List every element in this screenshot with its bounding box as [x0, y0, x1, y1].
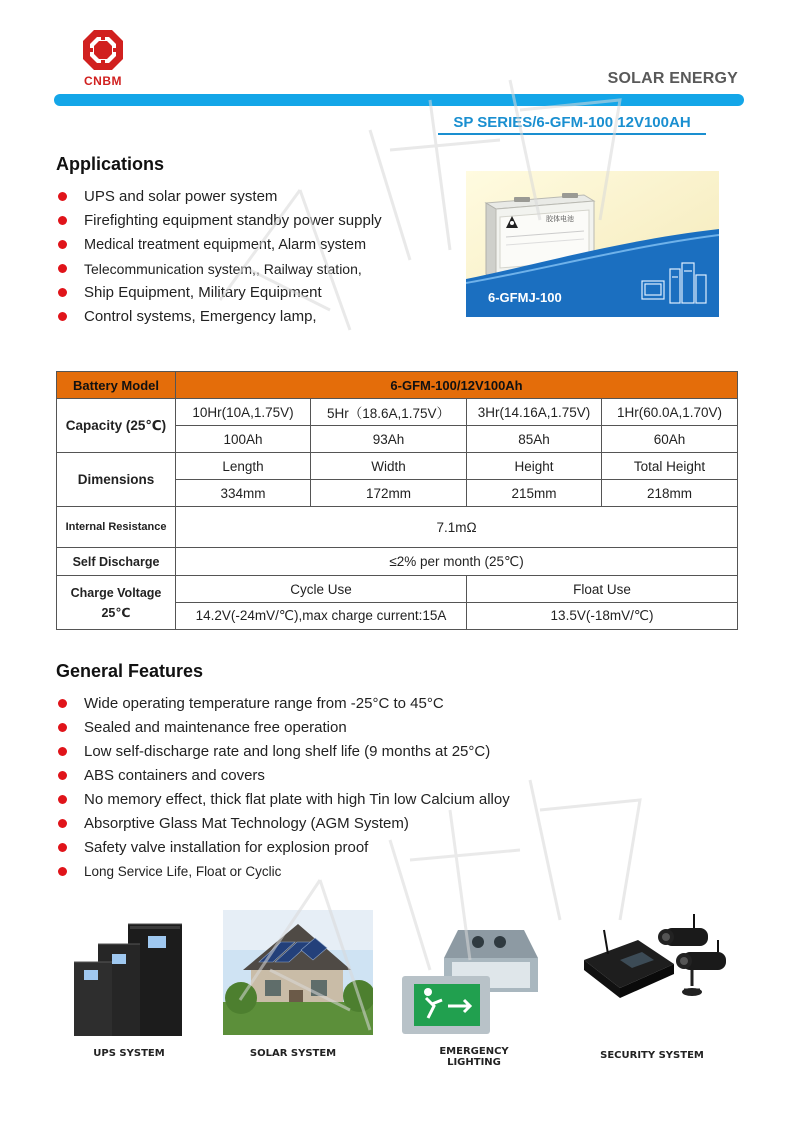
table-row	[57, 372, 738, 399]
self-discharge-label: Self Discharge	[57, 548, 176, 576]
list-item: Wide operating temperature range from -25°C to 45°C	[56, 693, 510, 717]
battery-model-value: 6-GFM-100/12V100Ah	[176, 372, 738, 399]
list-item: Sealed and maintenance free operation	[56, 717, 510, 741]
product-image	[466, 171, 719, 317]
list-item: Safety valve installation for explosion proof	[56, 837, 510, 861]
table-cell: 1Hr(60.0A,1.70V)	[602, 399, 738, 426]
table-cell: 334mm	[176, 480, 311, 507]
list-item: Control systems, Emergency lamp,	[56, 306, 382, 330]
table-row	[57, 399, 738, 426]
table-cell: 100Ah	[176, 426, 311, 453]
dimensions-label: Dimensions	[57, 453, 176, 507]
spec-table	[56, 371, 738, 630]
list-item: Absorptive Glass Mat Technology (AGM System)	[56, 813, 510, 837]
table-row	[57, 576, 738, 603]
solar-system-caption: SOLAR SYSTEM	[249, 1048, 337, 1059]
cnbm-logo-icon	[81, 28, 125, 72]
battery-label: 胶体电池	[546, 215, 574, 223]
list-item: Ship Equipment, Military Equipment	[56, 282, 382, 306]
bullet-icon	[58, 723, 67, 732]
table-cell: 85Ah	[467, 426, 602, 453]
table-cell: Length	[176, 453, 311, 480]
ups-system-image	[72, 922, 184, 1040]
list-item: Low self-discharge rate and long shelf life (9 months at 25°C)	[56, 741, 510, 765]
applications-heading: Applications	[56, 154, 165, 174]
capacity-label: Capacity (25℃)	[57, 399, 176, 453]
emergency-lighting-image	[398, 928, 546, 1038]
security-system-caption: SECURITY SYSTEM	[600, 1050, 704, 1061]
company-logo	[80, 28, 126, 88]
list-item: No memory effect, thick flat plate with high Tin low Calcium alloy	[56, 789, 510, 813]
charge-voltage-label: Charge Voltage 25℃	[57, 576, 176, 630]
bullet-icon	[58, 699, 67, 708]
header-bar	[54, 94, 744, 106]
series-title: SP SERIES/6-GFM-100 12V100AH	[438, 114, 706, 135]
table-cell: 3Hr(14.16A,1.75V)	[467, 399, 602, 426]
bullet-icon	[58, 795, 67, 804]
table-cell: Width	[311, 453, 467, 480]
bullet-icon	[58, 192, 67, 201]
internal-resistance-value: 7.1mΩ	[176, 507, 738, 548]
logo-text: CNBM	[84, 74, 122, 88]
bullet-icon	[58, 288, 67, 297]
list-item: Medical treatment equipment, Alarm system	[56, 234, 382, 258]
brand-title: SOLAR ENERGY	[607, 70, 738, 87]
solar-system-image	[223, 910, 373, 1035]
applications-list	[56, 186, 382, 330]
table-cell: 215mm	[467, 480, 602, 507]
table-cell: 93Ah	[311, 426, 467, 453]
table-cell: 218mm	[602, 480, 738, 507]
table-cell: 60Ah	[602, 426, 738, 453]
security-system-image	[578, 910, 730, 1028]
cycle-use-label: Cycle Use	[176, 576, 467, 603]
table-row	[57, 453, 738, 480]
table-cell: 10Hr(10A,1.75V)	[176, 399, 311, 426]
product-label: 6-GFMJ-100	[488, 290, 562, 305]
table-row	[57, 548, 738, 576]
self-discharge-value: ≤2% per month (25℃)	[176, 548, 738, 576]
features-list	[56, 693, 510, 885]
list-item: Long Service Life, Float or Cyclic	[56, 861, 510, 885]
features-heading: General Features	[56, 661, 204, 681]
bullet-icon	[58, 747, 67, 756]
bullet-icon	[58, 819, 67, 828]
bullet-icon	[58, 216, 67, 225]
table-row	[57, 507, 738, 548]
list-item: ABS containers and covers	[56, 765, 510, 789]
table-cell: 172mm	[311, 480, 467, 507]
float-use-label: Float Use	[467, 576, 738, 603]
table-cell: Total Height	[602, 453, 738, 480]
bullet-icon	[58, 312, 67, 321]
ups-system-caption: UPS SYSTEM	[93, 1048, 165, 1059]
table-cell: Height	[467, 453, 602, 480]
emergency-lighting-caption: EMERGENCY LIGHTING	[439, 1046, 509, 1068]
list-item: Firefighting equipment standby power supply	[56, 210, 382, 234]
bullet-icon	[58, 843, 67, 852]
bullet-icon	[58, 264, 67, 273]
list-item: Telecommunication system,, Railway station,	[56, 258, 382, 282]
cycle-use-value: 14.2V(-24mV/℃),max charge current:15A	[176, 603, 467, 630]
bullet-icon	[58, 867, 67, 876]
bullet-icon	[58, 771, 67, 780]
float-use-value: 13.5V(-18mV/℃)	[467, 603, 738, 630]
battery-model-label: Battery Model	[57, 372, 176, 399]
bullet-icon	[58, 240, 67, 249]
table-cell: 5Hr（18.6A,1.75V）	[311, 399, 467, 426]
list-item: UPS and solar power system	[56, 186, 382, 210]
internal-resistance-label: Internal Resistance	[57, 507, 176, 548]
